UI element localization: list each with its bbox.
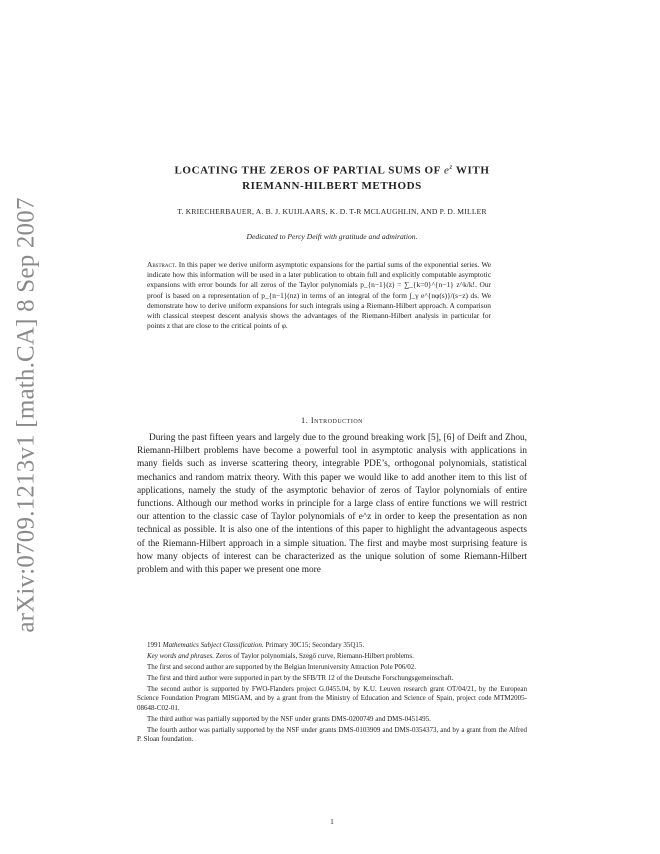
abstract-label: Abstract. [147,260,177,269]
footnote: The fourth author was partially supported by the NSF under grants DMS-0103909 and DMS-0354373, and by a grant from the Alfred P. Sloan foundation. [137,725,527,744]
title-exp-base: e [443,164,450,177]
dedication: Dedicated to Percy Deift with gratitude and admiration. [246,232,418,241]
footnote: The first and second author are supported by the Belgian Interuniversity Attraction Pole P06/02. [147,663,417,671]
arxiv-identifier-stamp [10,197,44,633]
abstract [147,260,491,331]
abstract-text: In this paper we derive uniform asymptotic expansions for the partial sums of the exponential series. We indicate how this information will be used in a later publication to obtain full and explicitly computable asymptotic expansions with error bounds for all zeros of the Taylor polynomials p_{n−1}(z) = ∑_{k=0}^{n−1} z^k/k!. Our proof is based on a representation of p_{n−1}(nz) in terms of an integral of the form ∫_γ e^{nφ(s)}/(s−z) ds. We demonstrate how to derive uniform expansions for such integrals using a Riemann-Hilbert approach. A comparison with classical steepest descent analysis shows the advantages of the Riemann-Hilbert analysis in particular for points z that are close to the critical points of φ. [147,260,491,331]
section-heading: 1. Introduction [301,416,363,425]
title-exp-sup: z [449,163,453,171]
paper-title [137,160,527,194]
title-line1: LOCATING THE ZEROS OF PARTIAL SUMS OF [174,164,444,177]
footnote: The third author was partially supported by the NSF under grants DMS-0200749 and DMS-0451495. [147,714,431,723]
page-number: 1 [330,817,334,826]
author-list: T. KRIECHERBAUER, A. B. J. KUIJLAARS, K. D. T-R MCLAUGHLIN, AND P. D. MILLER [177,207,487,216]
footnote: 1991 Mathematics Subject Classification. Primary 30C15; Secondary 35Q15. [147,641,365,649]
intro-paragraph: During the past fifteen years and largely due to the ground breaking work [5], [6] of Deift and Zhou, Riemann-Hilbert problems have become a powerful tool in asymptotic analysis with applications in many fields such as inverse scattering theory, integrable PDE’s, orthogonal polynomials, statistical mechanics and random matrix theory. With this paper we would like to add another item to this list of applications, namely the study of the asymptotic behavior of zeros of Taylor polynomials of entire functions. Although our method works in principle for a large class of entire functions we will restrict our attention to the classic case of Taylor polynomials of e^z in order to keep the presentation as non technical as possible. It is also one of the intentions of this paper to highlight the advantageous aspects of the Riemann-Hilbert approach in a simple situation. The first and maybe most surprising feature is how many objects of interest can be characterized as the unique solution of some Riemann-Hilbert problem and with this paper we present one more [137,433,527,576]
footnote: The second author is supported by FWO-Flanders project G.0455.04, by K.U. Leuven research grant OT/04/21, by the European Science Foundation Program MISGAM, and by a grant from the Ministry of Education and Science of Spain, project code MTM2005-08648-C02-01. [137,685,527,712]
title-line2: RIEMANN-HILBERT METHODS [242,179,422,192]
footnote: The first and third author were supported in part by the SFB/TR 12 of the Deutsche Forschungsgemeinschaft. [147,674,454,682]
footnote: Key words and phrases. Zeros of Taylor polynomials, Szegő curve, Riemann-Hilbert problems. [147,652,414,660]
title-line1-end: WITH [452,164,490,177]
arxiv-identifier-text: arXiv:0709.1213v1 [math.CA] 8 Sep 2007 [13,197,40,633]
footnotes [137,641,527,746]
